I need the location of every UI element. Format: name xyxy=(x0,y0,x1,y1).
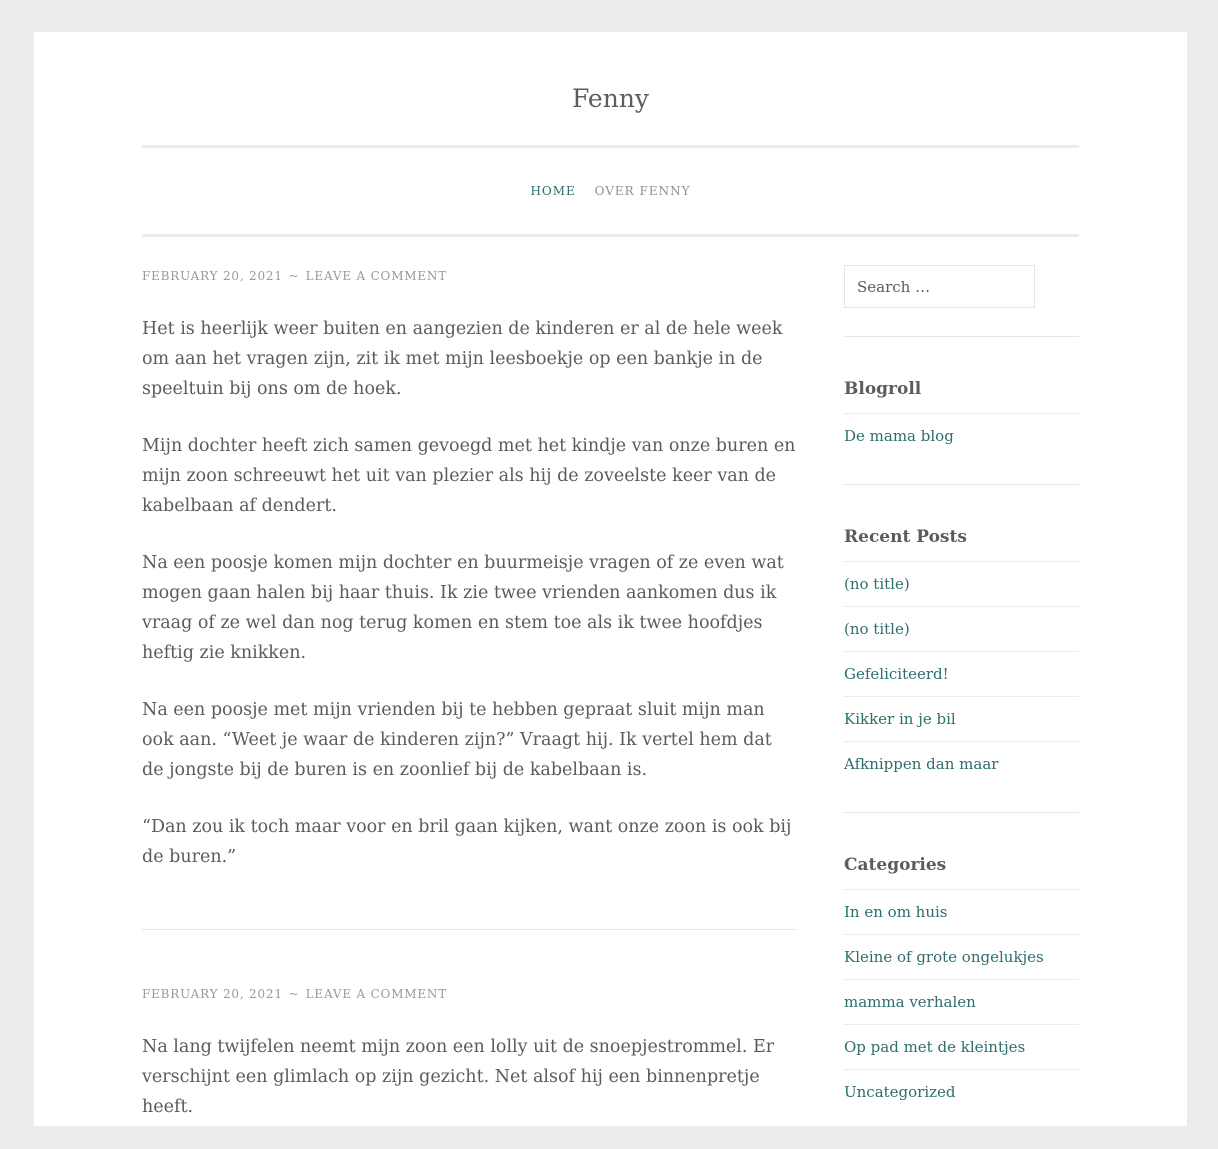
recent-posts-widget xyxy=(844,527,1079,786)
recent-post-link[interactable]: (no title) xyxy=(844,620,910,638)
post-date[interactable]: FEBRUARY 20, 2021 xyxy=(142,269,283,283)
blogroll-link[interactable]: De mama blog xyxy=(844,427,954,445)
leave-comment-link[interactable]: LEAVE A COMMENT xyxy=(305,269,448,283)
category-link[interactable]: Uncategorized xyxy=(844,1083,956,1101)
category-link[interactable]: Kleine of grote ongelukjes xyxy=(844,948,1044,966)
post-paragraph: Na lang twijfelen neemt mijn zoon een lolly uit de snoepjestrommel. Er verschijnt een glimlach op zijn gezicht. Net alsof hij een binnenpretje heeft. xyxy=(142,1037,775,1117)
site-title[interactable]: Fenny xyxy=(571,84,650,113)
post xyxy=(142,269,797,899)
post-meta xyxy=(142,269,797,283)
meta-separator: ~ xyxy=(288,269,300,283)
post-paragraph: Na een poosje komen mijn dochter en buurmeisje vragen of ze even wat mogen gaan halen bij haar thuis. Ik zie twee vrienden aankomen dus ik vraag of ze wel dan nog terug komen en stem toe als ik twee hoofdjes heftig zie knikken. xyxy=(142,553,784,663)
widget-divider xyxy=(844,336,1079,337)
post-paragraph: Mijn dochter heeft zich samen gevoegd met het kindje van onze buren en mijn zoon schreeuwt het uit van plezier als hij de zoveelste keer van de kabelbaan af dendert. xyxy=(142,436,796,516)
recent-post-link[interactable]: Gefeliciteerd! xyxy=(844,665,949,683)
post-paragraph: “Dan zou ik toch maar voor en bril gaan kijken, want onze zoon is ook bij de buren.” xyxy=(142,817,792,867)
post-paragraph: Het is heerlijk weer buiten en aangezien de kinderen er al de hele week om aan het vragen zijn, zit ik met mijn leesboekje op een bankje in de speeltuin bij ons om de hoek. xyxy=(142,319,783,399)
list-item xyxy=(844,935,1079,980)
list-item xyxy=(844,607,1079,652)
list-item xyxy=(844,890,1079,935)
list-item xyxy=(844,562,1079,607)
blogroll-widget xyxy=(844,379,1079,458)
widget-title-blogroll: Blogroll xyxy=(844,379,1079,414)
meta-separator: ~ xyxy=(288,987,300,1001)
list-item xyxy=(844,1070,1079,1114)
leave-comment-link[interactable]: LEAVE A COMMENT xyxy=(305,987,448,1001)
widget-divider xyxy=(844,484,1079,485)
category-link[interactable]: Op pad met de kleintjes xyxy=(844,1038,1026,1056)
recent-post-link[interactable]: (no title) xyxy=(844,575,910,593)
widget-title-recent-posts: Recent Posts xyxy=(844,527,1079,562)
list-item xyxy=(844,1025,1079,1070)
list-item xyxy=(844,697,1079,742)
widget-divider xyxy=(844,812,1079,813)
nav-item-home[interactable]: HOME xyxy=(530,184,576,198)
post-paragraph: Na een poosje met mijn vrienden bij te hebben gepraat sluit mijn man ook aan. “Weet je waar de kinderen zijn?” Vraagt hij. Ik vertel hem dat de jongste bij de buren is en zoonlief bij de kabelbaan is. xyxy=(142,700,772,780)
sidebar xyxy=(844,265,1079,1114)
recent-post-link[interactable]: Kikker in je bil xyxy=(844,710,956,728)
post-meta xyxy=(142,987,797,1001)
category-link[interactable]: mamma verhalen xyxy=(844,993,976,1011)
page xyxy=(34,32,1187,1126)
nav-item-over-fenny[interactable]: OVER FENNY xyxy=(594,184,691,198)
nav-divider xyxy=(142,234,1079,237)
post-divider xyxy=(142,929,797,930)
widget-title-categories: Categories xyxy=(844,855,1079,890)
category-link[interactable]: In en om huis xyxy=(844,903,948,921)
main-nav xyxy=(34,184,1187,198)
search-input[interactable] xyxy=(844,265,1035,308)
list-item xyxy=(844,652,1079,697)
recent-post-link[interactable]: Afknippen dan maar xyxy=(844,755,999,773)
post-date[interactable]: FEBRUARY 20, 2021 xyxy=(142,987,283,1001)
list-item xyxy=(844,414,1079,458)
header-divider xyxy=(142,145,1079,148)
post xyxy=(142,987,797,1149)
list-item xyxy=(844,742,1079,786)
list-item xyxy=(844,980,1079,1025)
categories-widget xyxy=(844,855,1079,1114)
